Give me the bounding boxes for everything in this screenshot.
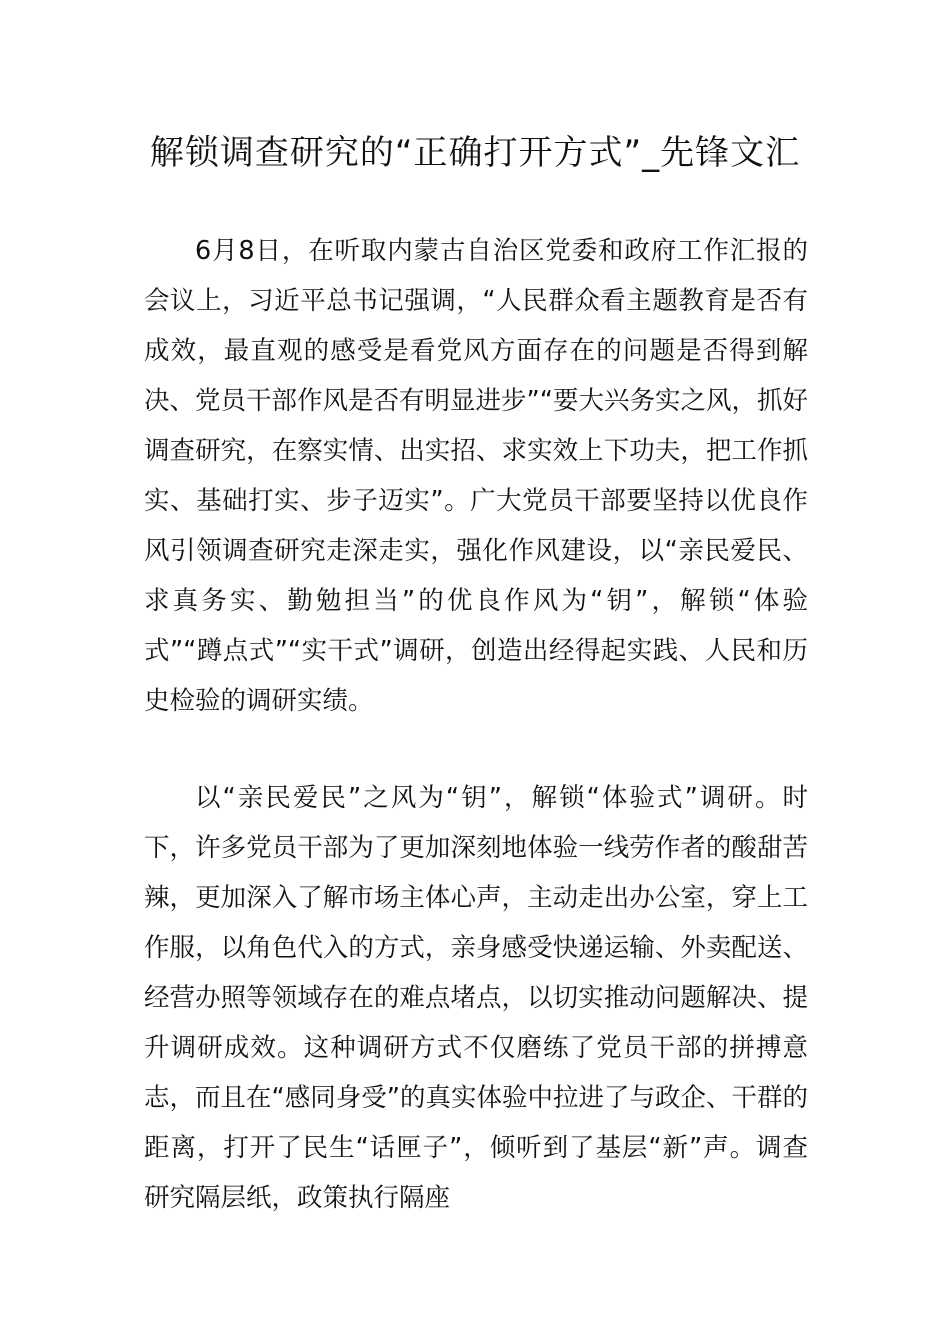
paragraph-experience-research: 以“亲民爱民”之风为“钥”，解锁“体验式”调研。时下，许多党员干部为了更加深刻地体验一线劳作者的酸甜苦辣，更加深入了解市场主体心声，主动走出办公室，穿上工作服，以角色代入的方式，亲身感受快递运输、外卖配送、经营办照等领域存在的难点堵点，以切实推动问题解决、提升调研成效。这种调研方式不仅磨练了党员干部的拼搏意志，而且在“感同身受”的真实体验中拉进了与政企、干群的距离，打开了民生“话匣子”，倾听到了基层“新”声。调查研究隔层纸，政策执行隔座	[144, 783, 808, 1213]
document-title: 解锁调查研究的“正确打开方式”_先锋文汇	[149, 133, 801, 173]
paragraph-intro: 6月8日，在听取内蒙古自治区党委和政府工作汇报的会议上，习近平总书记强调，“人民群众看主题教育是否有成效，最直观的感受是看党风方面存在的问题是否得到解决、党员干部作风是否有明显进步”“要大兴务实之风，抓好调查研究，在察实情、出实招、求实效上下功夫，把工作抓实、基础打实、步子迈实”。广大党员干部要坚持以优良作风引领调查研究走深走实，强化作风建设，以“亲民爱民、求真务实、勤勉担当”的优良作风为“钥”，解锁“体验式”“蹲点式”“实干式”调研，创造出经得起实践、人民和历史检验的调研实绩。	[144, 236, 808, 716]
